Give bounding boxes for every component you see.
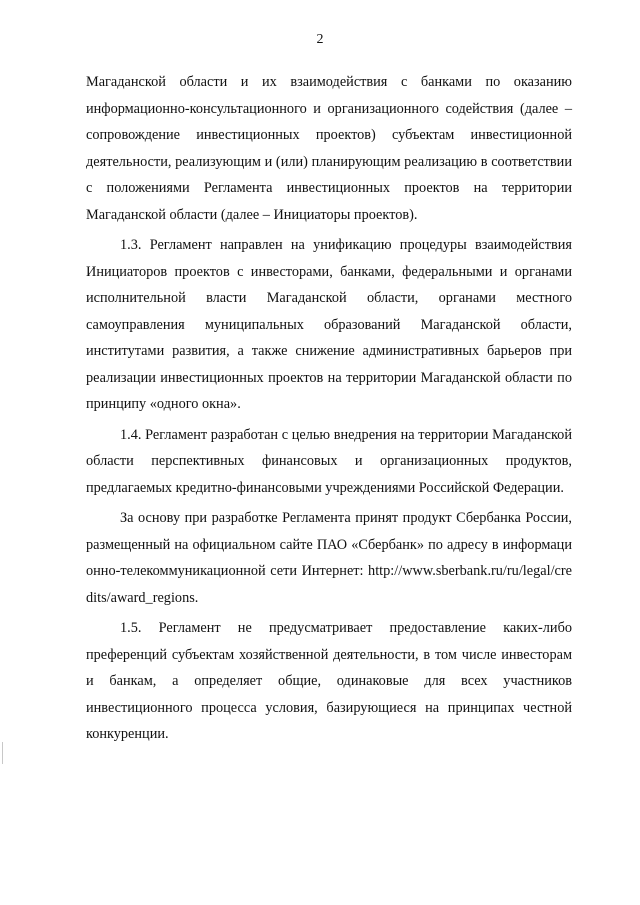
document-body (86, 69, 572, 750)
paragraph-1-5: 1.5. Регламент не предусматривает предоставление каких-либо преференций субъектам хозяйственной деятельности, в том числе инвесторам и банкам, а определяет общие, одинаковые для всех участников инвестиционного процесса условия, базирующиеся на принципах честной конкуренции. (86, 620, 572, 742)
paragraph-1-3: 1.3. Регламент направлен на унификацию процедуры взаимодействия Инициаторов проектов с инвесторами, банками, федеральными и органами исполнительной власти Магаданской области, органами местного самоуправления муниципальных образований Магаданской области, институтами развития, а также снижение административных барьеров при реализации инвестиционных проектов на территории Магаданской области по принципу «одного окна». (86, 237, 572, 412)
paragraph-continuation: Магаданской области и их взаимодействия с банками по оказанию информационно-консультационного и организационного содействия (далее – сопровождение инвестиционных проектов) субъектам инвестиционной деятельности, реализующим и (или) планирующим реализацию в соответствии с положениями Регламента инвестиционных проектов на территории Магаданской области (далее – Инициаторы проектов). (86, 74, 572, 223)
paragraph-basis: За основу при разработке Регламента принят продукт Сбербанка России, размещенный на официальном сайте ПАО «Сбербанк» по адресу в информационно-телекоммуникационной сети Интернет: http://www.sberbank.ru/ru/legal/credits/award_regions. (86, 510, 572, 606)
page-number: 2 (316, 32, 324, 47)
scan-edge-mark (2, 742, 3, 764)
paragraph-1-4: 1.4. Регламент разработан с целью внедрения на территории Магаданской области перспективных финансовых и организационных продуктов, предлагаемых кредитно-финансовыми учреждениями Российской Федерации. (86, 426, 572, 496)
